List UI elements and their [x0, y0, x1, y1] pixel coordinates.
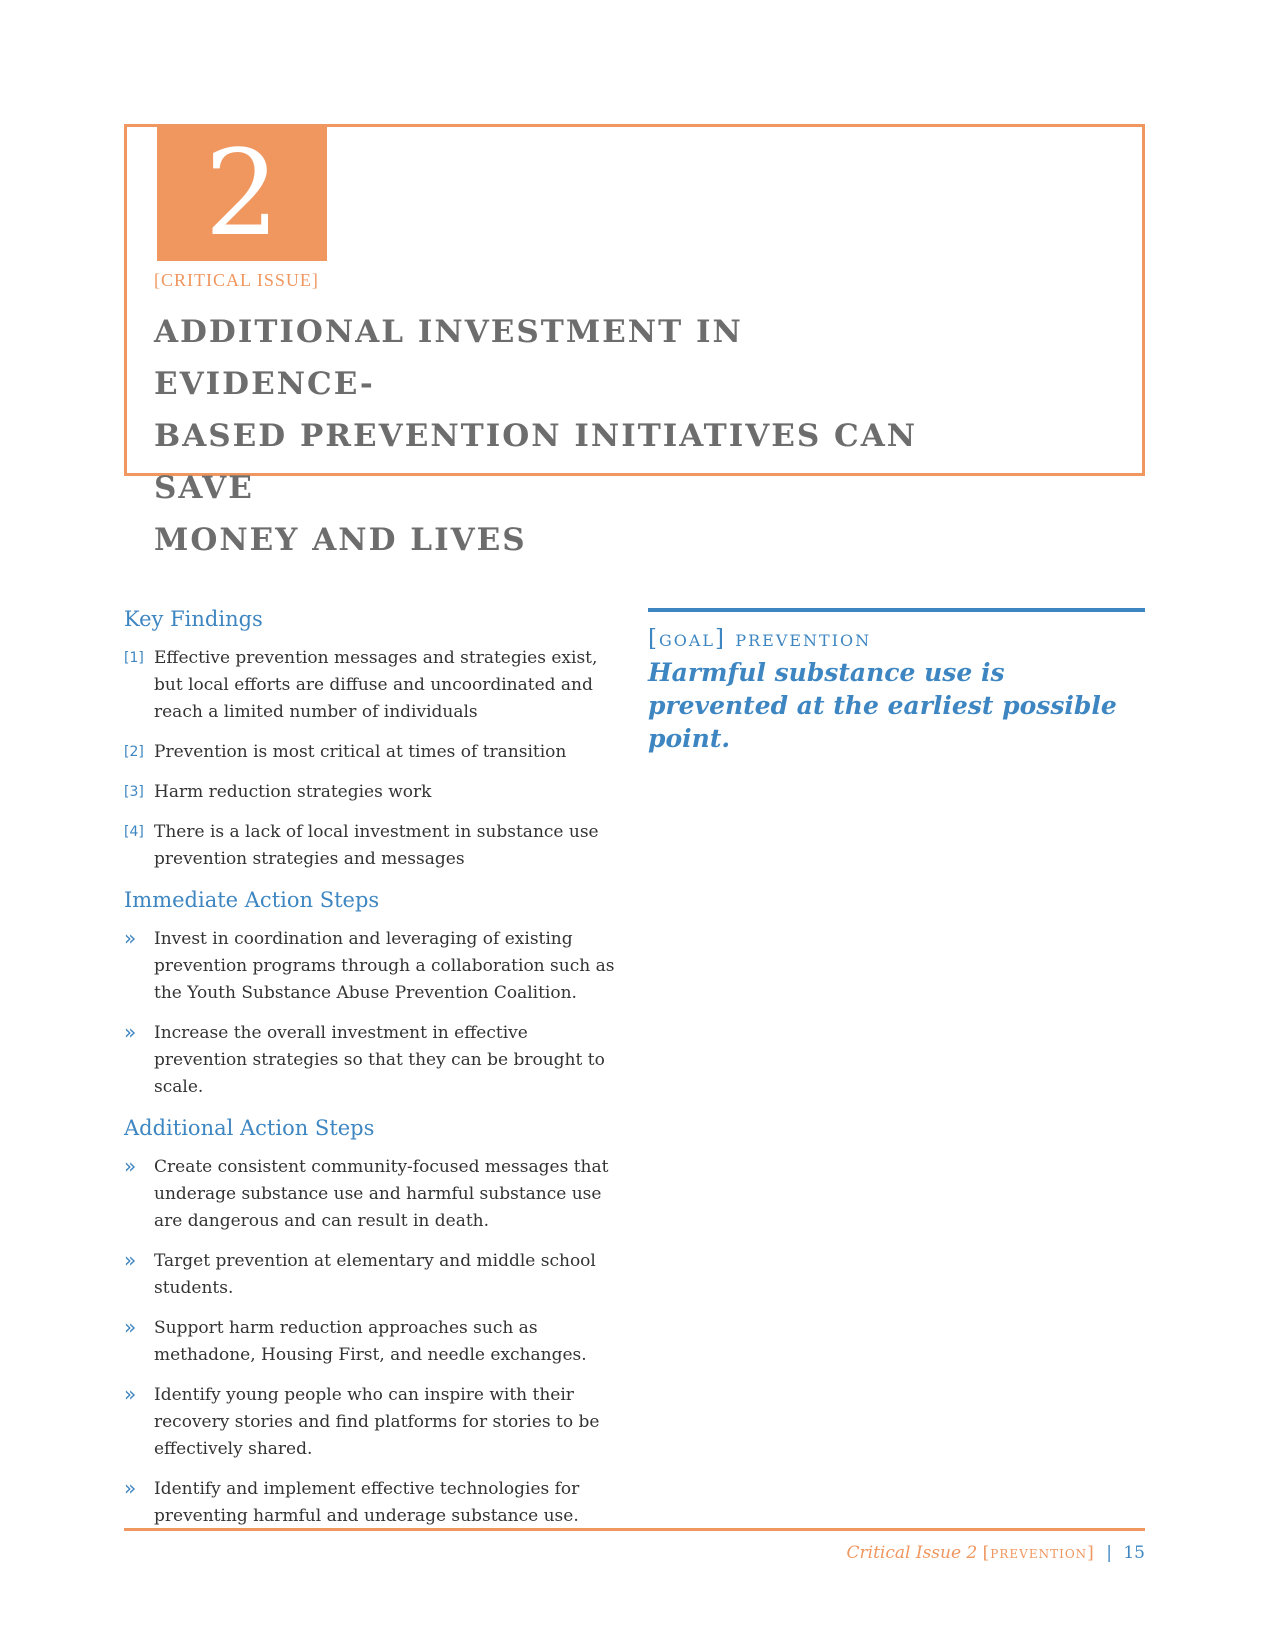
finding-number: [3]	[124, 784, 144, 800]
chevron-bullet-icon: »	[124, 926, 137, 950]
goal-statement: Harmful substance use is prevented at the earliest possible point.	[648, 658, 1117, 753]
key-finding-item	[124, 819, 624, 873]
finding-text: There is a lack of local investment in substance use prevention strategies and messages	[154, 822, 599, 869]
page-title	[154, 306, 974, 566]
page-footer	[847, 1543, 1145, 1563]
footer-separator: |	[1106, 1543, 1112, 1563]
immediate-action-item	[124, 926, 624, 1007]
action-text: Invest in coordination and leveraging of existing prevention programs through a collaboration such as the Youth Substance Abuse Prevention Coalition.	[154, 929, 615, 1003]
action-text: Create consistent community-focused messages that underage substance use and harmful substance use are dangerous and can result in death.	[154, 1157, 609, 1231]
title-line-2: BASED PREVENTION INITIATIVES CAN SAVE	[154, 418, 918, 506]
additional-action-item	[124, 1315, 624, 1369]
key-findings-heading: Key Findings	[124, 607, 263, 631]
finding-number: [4]	[124, 824, 144, 840]
additional-action-item	[124, 1248, 624, 1302]
goal-label: [goal] prevention	[648, 626, 872, 652]
action-text: Target prevention at elementary and middle school students.	[154, 1251, 596, 1298]
chevron-bullet-icon: »	[124, 1154, 137, 1178]
action-text: Identify young people who can inspire with their recovery stories and find platforms for stories to be effectively shared.	[154, 1385, 600, 1459]
title-line-1: ADDITIONAL INVESTMENT IN EVIDENCE-	[154, 314, 743, 402]
critical-issue-label: [CRITICAL ISSUE]	[154, 270, 319, 290]
findings-and-actions-column	[124, 605, 624, 1543]
immediate-action-steps-heading: Immediate Action Steps	[124, 888, 380, 912]
chevron-bullet-icon: »	[124, 1248, 137, 1272]
additional-action-item	[124, 1476, 624, 1530]
action-text: Identify and implement effective technologies for preventing harmful and underage substance use.	[154, 1479, 580, 1526]
finding-number: [1]	[124, 650, 144, 666]
additional-action-steps-heading: Additional Action Steps	[124, 1116, 375, 1140]
key-finding-item	[124, 779, 624, 806]
action-text: Increase the overall investment in effective prevention strategies so that they can be brought to scale.	[154, 1023, 605, 1097]
footer-section: [prevention]	[982, 1543, 1095, 1563]
key-finding-item	[124, 645, 624, 726]
page-number: 15	[1123, 1543, 1145, 1563]
finding-text: Effective prevention messages and strategies exist, but local efforts are diffuse and uncoordinated and reach a limited number of individuals	[154, 648, 598, 722]
chevron-bullet-icon: »	[124, 1020, 137, 1044]
additional-action-item	[124, 1154, 624, 1235]
finding-text: Prevention is most critical at times of transition	[154, 742, 567, 762]
immediate-action-item	[124, 1020, 624, 1101]
finding-text: Harm reduction strategies work	[154, 782, 432, 802]
key-finding-item	[124, 739, 624, 766]
goal-divider	[648, 608, 1145, 612]
chevron-bullet-icon: »	[124, 1315, 137, 1339]
footer-issue: Critical Issue 2	[846, 1543, 978, 1563]
footer-divider	[124, 1528, 1145, 1531]
action-text: Support harm reduction approaches such as methadone, Housing First, and needle exchanges.	[154, 1318, 587, 1365]
title-line-3: MONEY AND LIVES	[154, 522, 527, 558]
chevron-bullet-icon: »	[124, 1382, 137, 1406]
finding-number: [2]	[124, 744, 144, 760]
issue-number: 2	[157, 126, 327, 261]
chevron-bullet-icon: »	[124, 1476, 137, 1500]
additional-action-item	[124, 1382, 624, 1463]
